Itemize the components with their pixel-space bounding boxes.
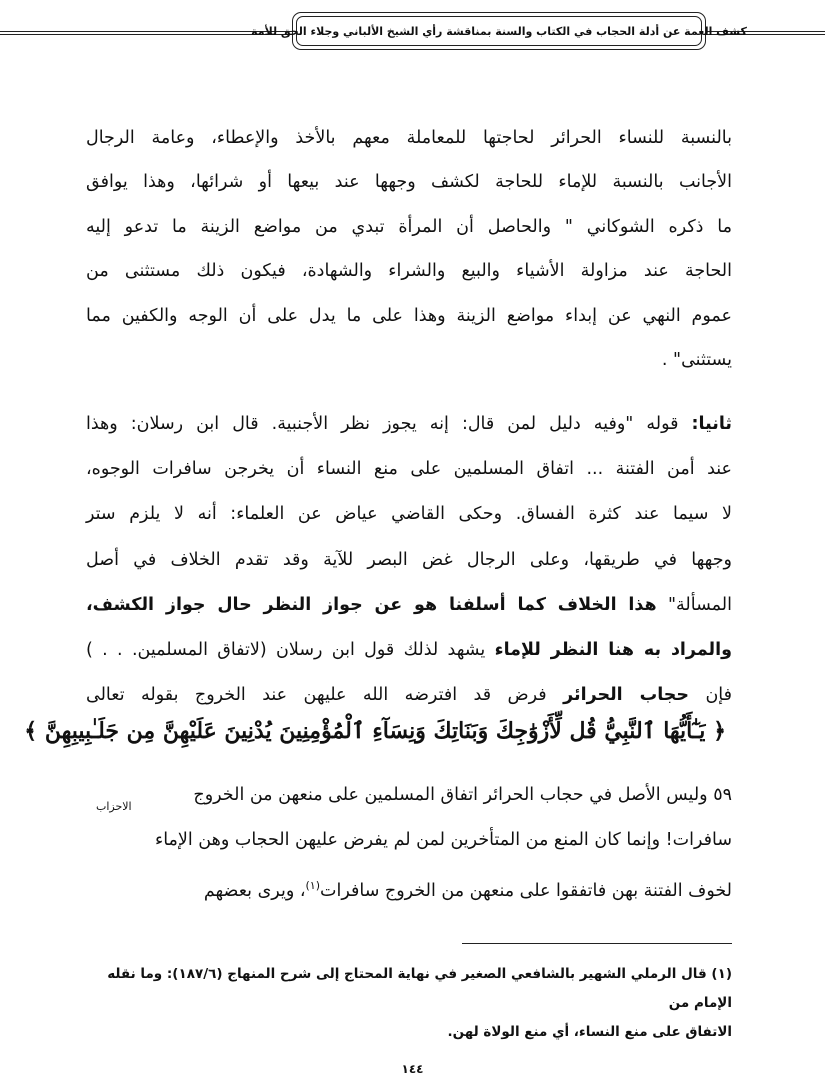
book-title: كشف الغمة عن أدلة الحجاب في الكتاب والسنة بمناقشة رأي الشيخ الألباني وجلاء الحق للأمة [251, 24, 747, 38]
text-line: بالنسبة للنساء الحرائر لحاجتها للمعاملة معهم بالأخذ والإعطاء، وعامة الرجال [86, 128, 732, 148]
verse-open-bracket: ﴿ [713, 718, 726, 744]
paragraph-1 [86, 116, 732, 382]
verse-reference-surah: الاحزاب [96, 800, 132, 813]
paragraph-2 [86, 402, 732, 718]
verse-text: يَـٰٓأَيُّهَا ٱلنَّبِيُّ قُل لِّأَزْوَٰجِكَ وَبَنَاتِكَ وَنِسَآءِ ٱلْمُؤْمِنِينَ يُدْنِينَ عَلَيْهِنَّ مِن جَلَـٰبِيبِهِنَّ [44, 718, 706, 744]
footnote-marker: (١) [305, 879, 320, 892]
text-run: فرض قد افترضه الله عليهن عند الخروج بقوله تعالى [86, 685, 547, 706]
text-line [86, 673, 732, 718]
text-run: لخوف الفتنة بهن فاتفقوا على منعهن من الخروج سافرات [320, 880, 732, 901]
text-line: لا سيما عند كثرة الفساق. وحكى القاضي عياض عن العلماء: أنه لا يلزم ستر [86, 504, 732, 525]
text-line: وجهها في طريقها، وعلى الرجال غض البصر للآية وقد تقدم الخلاف في أصل [86, 549, 732, 570]
footnote-line: (١) قال الرملي الشهير بالشافعي الصغير في نهاية المحتاج إلى شرح المنهاج (١٨٧/٦): وما نقله الإمام من [107, 966, 732, 1011]
text-line: يستثنى" . [661, 350, 732, 371]
text-line: سافرات! وإنما كان المنع من المتأخرين لمن لم يفرض عليهن الحجاب وهن الإماء [154, 830, 732, 850]
text-line: ما ذكره الشوكاني " والحاصل أن المرأة تبدي من مواضع الزينة ما تدعو إليه [86, 216, 732, 237]
text-line [86, 402, 732, 447]
text-line [86, 628, 732, 673]
verse-close-bracket: ﴾ [24, 718, 38, 744]
text-line [86, 863, 732, 914]
text-run: المسألة" [667, 594, 732, 615]
text-run: ، ويرى بعضهم [203, 880, 306, 901]
running-header [251, 12, 747, 50]
text-line [86, 583, 732, 628]
text-line: عموم النهي عن إبداء مواضع الزينة وهذا على ما يدل على أن الوجه والكفين مما [86, 305, 732, 326]
text-run: يشهد لذلك قول ابن رسلان (لاتفاق المسلمين. . . ) [86, 640, 486, 661]
text-line: الحاجة عند مزاولة الأشياء والبيع والشراء والشهادة، فيكون ذلك مستثنى من [86, 261, 732, 282]
text-run: قوله "وفيه دليل لمن قال: إنه يجوز نظر الأجنبية. قال ابن رسلان: وهذا [86, 414, 679, 434]
text-run: فإن [705, 685, 732, 706]
bold-run: حجاب الحرائر [563, 685, 689, 706]
paragraph-3 [86, 773, 732, 914]
text-line: عند أمن الفتنة ... اتفاق المسلمين على منع النساء أن يخرجن سافرات الوجوه، [86, 459, 732, 480]
bold-run: هذا الخلاف كما أسلفنا هو عن جواز النظر حال جواز الكشف، [86, 594, 657, 615]
page-number: ١٤٤ [401, 1062, 424, 1076]
lead-label: ثانيا: [691, 414, 732, 434]
footnote [86, 960, 732, 1047]
text-line [86, 773, 732, 818]
verse-reference-number: ٥٩ [713, 785, 732, 805]
quran-verse [24, 718, 726, 744]
footnote-separator [462, 943, 732, 944]
bold-run: والمراد به هنا النظر للإماء [494, 640, 732, 661]
text-line: الأجانب بالنسبة للإماء للحاجة لكشف وجهها عند بيعها أو شرائها، وهذا يوافق [86, 172, 732, 193]
text-run: وليس الأصل في حجاب الحرائر اتفاق المسلمين على منعهن من الخروج [193, 785, 708, 805]
footnote-line: الاتفاق على منع النساء، أي منع الولاة لهن. [447, 1024, 732, 1040]
header-rule-left [0, 31, 292, 35]
